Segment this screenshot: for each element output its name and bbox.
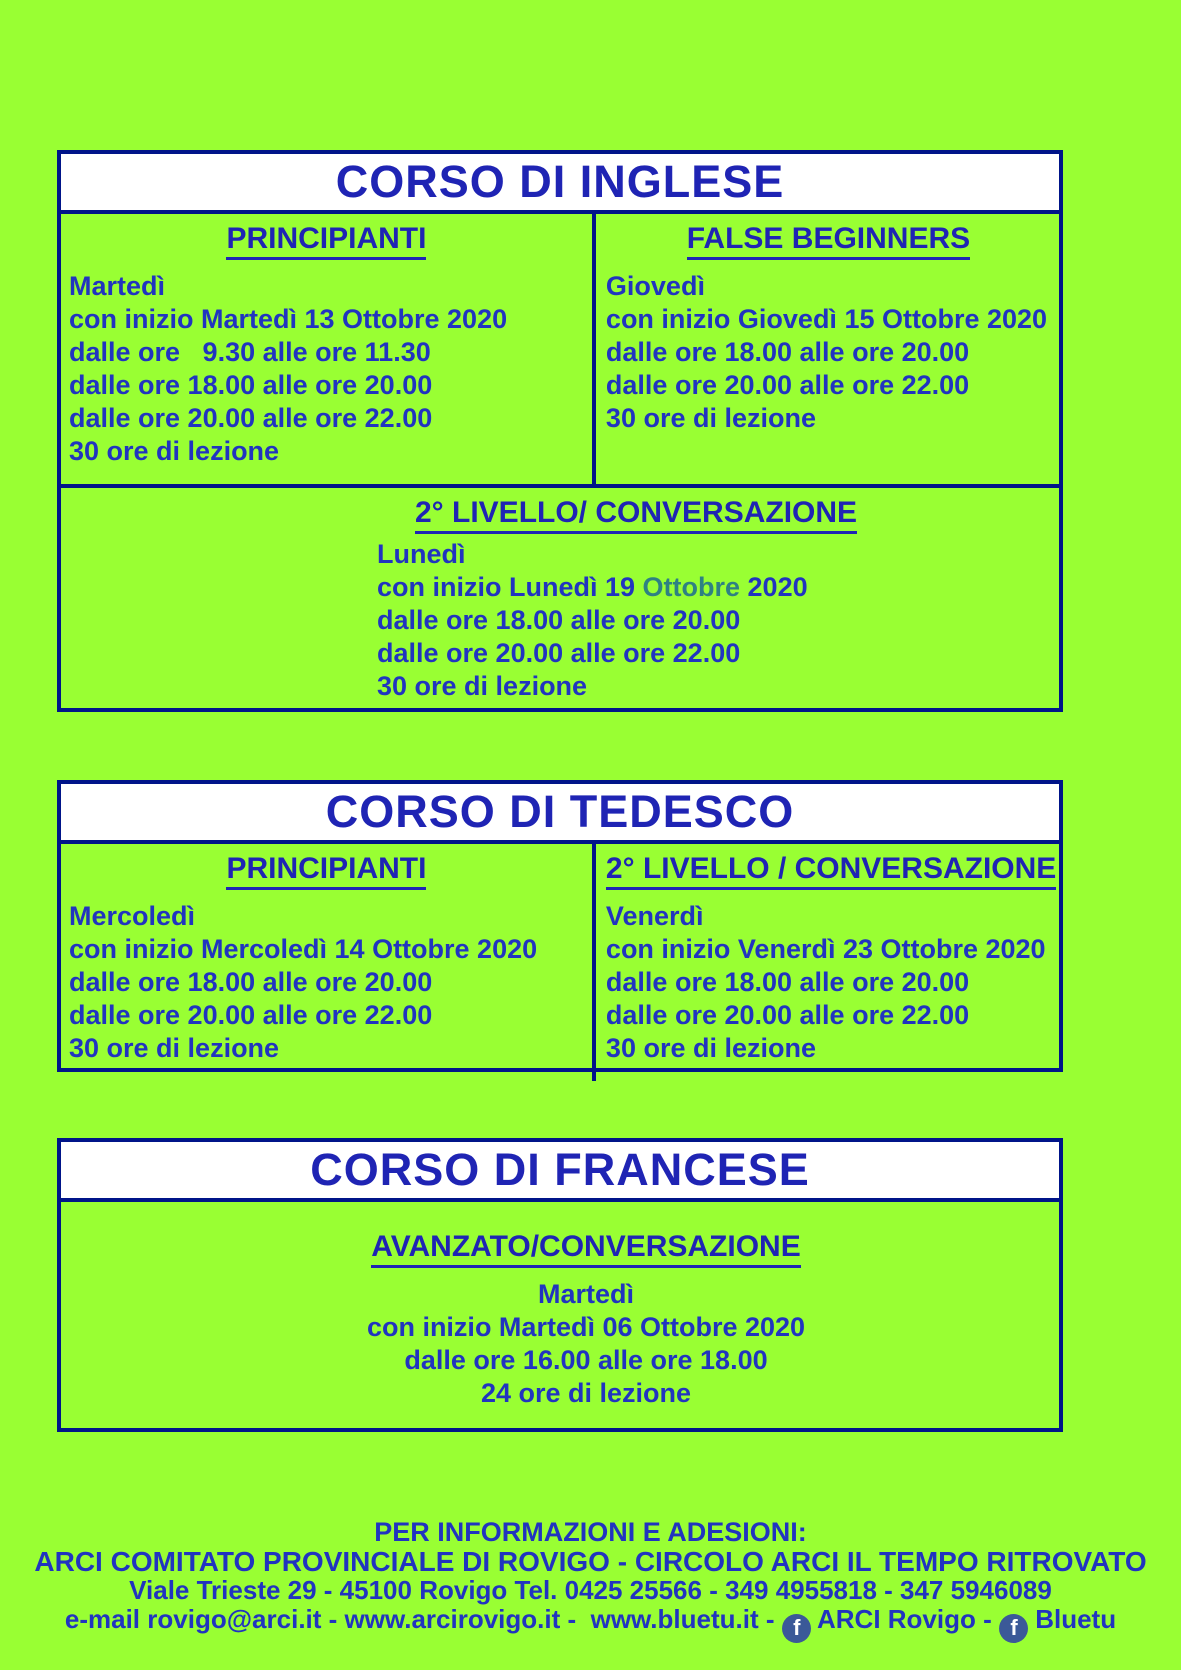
schedule-line: Lunedì [377, 539, 466, 569]
footer-email-websites: e-mail rovigo@arci.it - www.arcirovigo.it - www.bluetu.it - [64, 1604, 782, 1634]
footer-address-line: Viale Trieste 29 - 45100 Rovigo Tel. 0425 25566 - 349 4955818 - 347 5946089 [129, 1575, 1052, 1605]
footer [0, 1518, 1181, 1643]
column-header [69, 852, 584, 890]
schedule-line: 30 ore di lezione [377, 671, 588, 701]
course-box-francese [57, 1138, 1063, 1432]
inglese-principianti-header: PRINCIPIANTI [226, 222, 426, 260]
schedule-line: dalle ore 18.00 alle ore 20.00 [605, 337, 970, 367]
column-header [606, 222, 1051, 260]
inglese-false-beginners-column [596, 214, 1059, 484]
schedule-line: dalle ore 16.00 alle ore 18.00 [404, 1345, 768, 1375]
schedule-line: Venerdì [605, 901, 704, 931]
tedesco-columns [61, 844, 1059, 1081]
tedesco-principianti-column [61, 844, 596, 1081]
tedesco-title: CORSO DI TEDESCO [325, 786, 795, 837]
schedule-line: con inizio Venerdì 23 Ottobre 2020 [605, 934, 1046, 964]
facebook-icon: f [782, 1614, 811, 1643]
facebook-page-arci-rovigo: ARCI Rovigo - [810, 1604, 999, 1634]
francese-avanzato-section [61, 1202, 1059, 1410]
facebook-icon: f [999, 1614, 1028, 1643]
francese-title: CORSO DI FRANCESE [310, 1144, 810, 1195]
schedule-line: con inizio Martedì 13 Ottobre 2020 [69, 304, 508, 334]
facebook-page-bluetu: Bluetu [1027, 1604, 1117, 1634]
inglese-principianti-column [61, 214, 596, 484]
tedesco-livello2-header: 2° LIVELLO / CONVERSAZIONE [606, 852, 1056, 890]
inglese-title: CORSO DI INGLESE [335, 156, 785, 207]
schedule-line: 30 ore di lezione [605, 403, 816, 433]
course-box-inglese [57, 150, 1063, 712]
schedule-line: dalle ore 18.00 alle ore 20.00 [69, 370, 433, 400]
inglese-columns [61, 214, 1059, 488]
schedule-line: dalle ore 20.00 alle ore 22.00 [69, 403, 433, 433]
schedule-line: dalle ore 18.00 alle ore 20.00 [69, 967, 433, 997]
column-header [605, 852, 1057, 890]
schedule-line: dalle ore 20.00 alle ore 22.00 [377, 638, 741, 668]
footer-organization-line: ARCI COMITATO PROVINCIALE DI ROVIGO - CIRCOLO ARCI IL TEMPO RITROVATO [34, 1546, 1147, 1577]
schedule-line: Mercoledì [69, 901, 196, 931]
schedule-line: dalle ore 20.00 alle ore 22.00 [605, 1000, 970, 1030]
inglese-livello2-section [61, 488, 1059, 703]
schedule-line: 30 ore di lezione [69, 436, 280, 466]
francese-avanzato-header: AVANZATO/CONVERSAZIONE [371, 1230, 800, 1268]
schedule-line: con inizio Martedì 06 Ottobre 2020 [366, 1312, 806, 1342]
schedule-line: dalle ore 20.00 alle ore 22.00 [69, 1000, 433, 1030]
schedule-line: dalle ore 18.00 alle ore 20.00 [377, 605, 741, 635]
line-part-month: Ottobre [642, 572, 741, 602]
schedule-line: con inizio Giovedì 15 Ottobre 2020 [605, 304, 1048, 334]
inglese-livello2-header: 2° LIVELLO/ CONVERSAZIONE [415, 496, 857, 534]
line-part: con inizio Lunedì 19 [377, 572, 643, 602]
schedule-line: 30 ore di lezione [605, 1033, 816, 1063]
schedule-line: dalle ore 20.00 alle ore 22.00 [605, 370, 970, 400]
schedule-line: Martedì [537, 1279, 635, 1309]
tedesco-livello2-column [596, 844, 1059, 1081]
tedesco-title-band [61, 784, 1059, 844]
schedule-line: Giovedì [605, 271, 705, 301]
footer-info-line: PER INFORMAZIONI E ADESIONI: [374, 1517, 807, 1547]
course-box-tedesco [57, 780, 1063, 1072]
tedesco-principianti-header: PRINCIPIANTI [226, 852, 426, 890]
section-header-row [113, 1230, 1059, 1268]
inglese-title-band [61, 154, 1059, 214]
francese-title-band [61, 1142, 1059, 1202]
schedule-line: 30 ore di lezione [69, 1033, 280, 1063]
line-part: 2020 [740, 572, 808, 602]
schedule-line: dalle ore 9.30 alle ore 11.30 [69, 337, 431, 367]
column-header [69, 222, 584, 260]
footer-contacts-line [0, 1604, 1181, 1643]
schedule-line [377, 571, 1059, 604]
section-header-row [377, 496, 1059, 534]
inglese-false-beginners-header: FALSE BEGINNERS [687, 222, 970, 260]
schedule-line: 24 ore di lezione [480, 1378, 692, 1408]
schedule-line: dalle ore 18.00 alle ore 20.00 [605, 967, 970, 997]
schedule-line: con inizio Mercoledì 14 Ottobre 2020 [69, 934, 538, 964]
schedule-line: Martedì [69, 271, 166, 301]
